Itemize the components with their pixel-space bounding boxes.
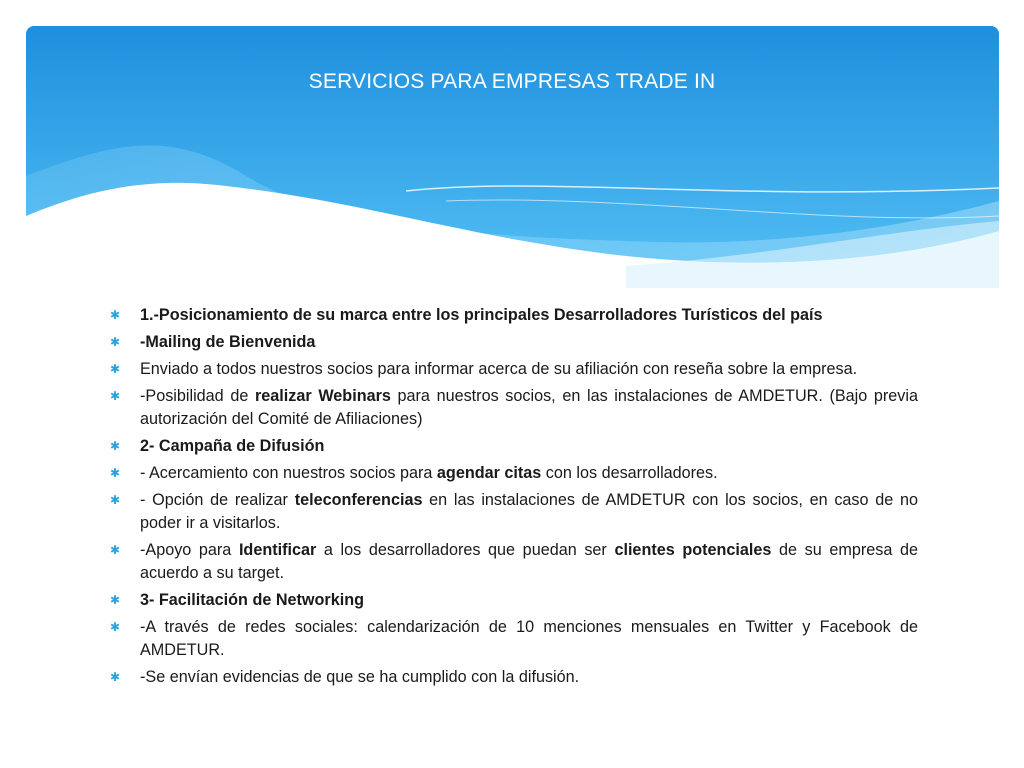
list-item bbox=[110, 331, 918, 354]
slide-content bbox=[110, 304, 918, 693]
asterisk-icon: ✱ bbox=[110, 362, 121, 376]
asterisk-icon: ✱ bbox=[110, 466, 121, 480]
highlight-text: Identificar bbox=[238, 541, 317, 559]
item-text: Enviado a todos nuestros socios para informar acerca de su afiliación con reseña sobre la empresa. bbox=[140, 360, 858, 378]
asterisk-icon: ✱ bbox=[110, 593, 121, 607]
list-item bbox=[110, 666, 918, 689]
bullet-list bbox=[110, 304, 918, 689]
item-text bbox=[140, 387, 918, 428]
list-item bbox=[110, 385, 918, 431]
text-segment: a los desarrolladores que puedan ser bbox=[316, 541, 615, 559]
item-text: 3- Facilitación de Networking bbox=[140, 591, 364, 609]
list-item bbox=[110, 435, 918, 458]
item-text bbox=[140, 464, 718, 482]
asterisk-icon: ✱ bbox=[110, 308, 121, 322]
list-item bbox=[110, 462, 918, 485]
asterisk-icon: ✱ bbox=[110, 439, 121, 453]
list-item bbox=[110, 358, 918, 381]
text-segment: en las instalaciones de AMDETUR con los socios, en caso de no poder ir a visitarlos. bbox=[140, 491, 918, 532]
item-text: -Se envían evidencias de que se ha cumplido con la difusión. bbox=[140, 668, 580, 686]
list-item bbox=[110, 539, 918, 585]
item-text bbox=[140, 491, 918, 532]
text-segment: para nuestros socios, en las instalaciones de AMDETUR. (Bajo previa autorización del Comité de Afiliaciones) bbox=[140, 387, 918, 428]
list-item bbox=[110, 589, 918, 612]
asterisk-icon: ✱ bbox=[110, 335, 121, 349]
item-text: 2- Campaña de Difusión bbox=[140, 437, 325, 455]
asterisk-icon: ✱ bbox=[110, 670, 121, 684]
item-text: 1.-Posicionamiento de su marca entre los principales Desarrolladores Turísticos del país bbox=[140, 306, 823, 324]
list-item bbox=[110, 304, 918, 327]
asterisk-icon: ✱ bbox=[110, 389, 121, 403]
asterisk-icon: ✱ bbox=[110, 543, 121, 557]
text-segment: - Opción de realizar bbox=[140, 491, 295, 509]
item-text: -Mailing de Bienvenida bbox=[140, 333, 316, 351]
highlight-text: realizar Webinars bbox=[254, 387, 391, 405]
highlight-text: teleconferencias bbox=[294, 491, 423, 509]
text-segment: -Posibilidad de bbox=[140, 387, 255, 405]
header-wave-background bbox=[26, 26, 999, 288]
text-segment: de su empresa de acuerdo a su target. bbox=[140, 541, 918, 582]
item-text: -A través de redes sociales: calendarización de 10 menciones mensuales en Twitter y Facebook de AMDETUR. bbox=[140, 618, 918, 659]
text-segment: con los desarrolladores. bbox=[541, 464, 718, 482]
slide-title: SERVICIOS PARA EMPRESAS TRADE IN bbox=[308, 70, 716, 93]
text-segment: -Apoyo para bbox=[140, 541, 239, 559]
asterisk-icon: ✱ bbox=[110, 620, 121, 634]
text-segment: - Acercamiento con nuestros socios para bbox=[140, 464, 437, 482]
highlight-text: agendar citas bbox=[436, 464, 542, 482]
item-text bbox=[140, 541, 918, 582]
highlight-text: clientes potenciales bbox=[614, 541, 772, 559]
list-item bbox=[110, 489, 918, 535]
asterisk-icon: ✱ bbox=[110, 493, 121, 507]
list-item bbox=[110, 616, 918, 662]
slide-header bbox=[26, 26, 999, 288]
